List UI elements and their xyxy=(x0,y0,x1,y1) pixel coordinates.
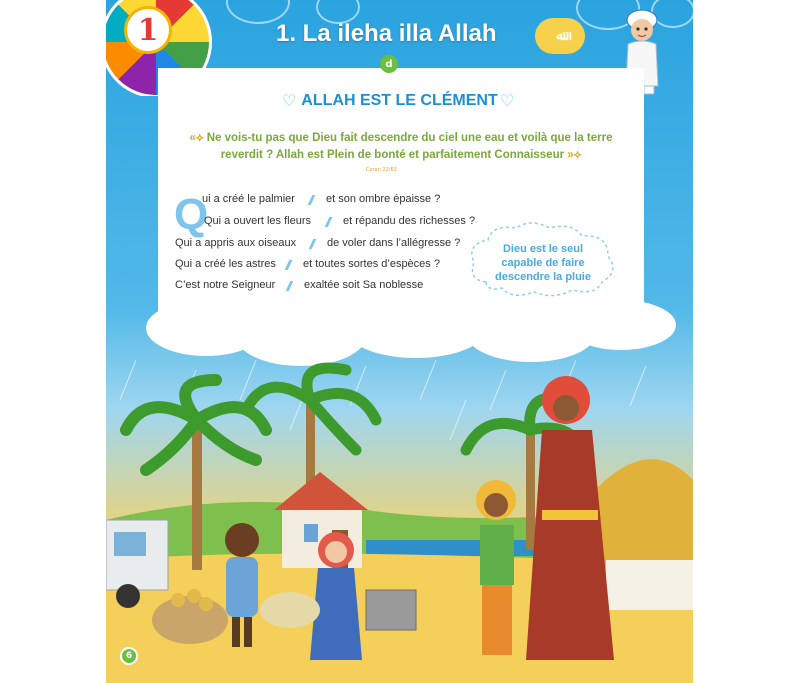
poem-line-3-left: Qui a appris aux oiseaux xyxy=(175,237,297,249)
village-scene-illustration xyxy=(106,360,693,683)
book-page xyxy=(106,0,693,683)
chapter-title: 1. La ileha illa Allah xyxy=(276,20,497,47)
verse-open-deco: «⟡ xyxy=(189,132,204,144)
poem-line-4-left: Qui a créé les astres xyxy=(175,258,276,270)
bubble-line-2: capable de faire xyxy=(501,257,585,269)
page-number: 6 xyxy=(120,647,138,665)
poem-line-1-left: ui a créé le palmier xyxy=(202,193,295,205)
poem-line-5-right: exaltée soit Sa noblesse xyxy=(304,279,424,291)
bubble-line-3: descendre la pluie xyxy=(495,271,591,283)
poem-line-2-right: et répandu des richesses ? xyxy=(343,215,476,227)
quran-verse xyxy=(176,130,626,164)
poem-line-2-left: Qui a ouvert les fleurs xyxy=(204,215,311,227)
verse-close-deco: »⟡ xyxy=(567,149,582,161)
verse-reference: Coran 22/63 xyxy=(366,167,397,173)
poem-line-5-left: C’est notre Seigneur xyxy=(175,279,276,291)
section-heading: ALLAH EST LE CLÉMENT xyxy=(301,92,498,109)
heart-icon: ♡ xyxy=(282,91,297,110)
verse-line-1: Ne vois-tu pas que Dieu fait descendre du ciel une eau et voilà que la terre xyxy=(206,132,613,144)
bubble-text xyxy=(468,242,618,284)
poem-line-1-right: et son ombre épaisse ? xyxy=(326,193,441,205)
heart-icon: ♡ xyxy=(500,91,515,110)
poem-dropcap: Q xyxy=(174,190,209,239)
verse-line-2: reverdit ? Allah est Plein de bonté et parfaitement Connaisseur xyxy=(220,149,565,161)
allah-badge: ﷲ xyxy=(535,18,585,54)
bubble-line-1: Dieu est le seul xyxy=(502,243,584,255)
poem-line-3-right: de voler dans l’allégresse ? xyxy=(327,237,461,249)
poem-line-4-right: et toutes sortes d’espèces ? xyxy=(303,258,440,270)
chapter-number: 1 xyxy=(124,6,172,54)
section-badge: d xyxy=(380,55,398,73)
